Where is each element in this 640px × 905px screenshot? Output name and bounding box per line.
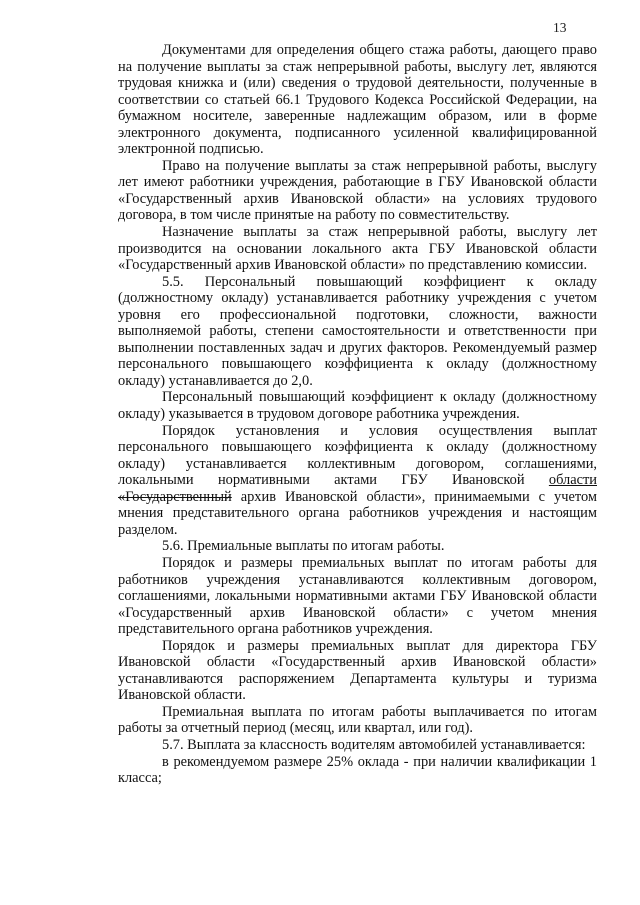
paragraph-coefficient-procedure [118,423,597,539]
coefficient-procedure-text-start: Порядок установления и условия осуществления выплат персонального повышающего коэффициента к окладу (должностному окладу) устанавливается коллективным договором, соглашениями, локальными нормативными актами ГБУ Ивановской [118,422,597,489]
paragraph-premium-director: Порядок и размеры премиальных выплат для директора ГБУ Ивановской области «Государственный архив Ивановской области» устанавливаются распоряжением Департамента культуры и туризма Ивановской области. [118,637,597,704]
paragraph-right-to-payment: Право на получение выплаты за стаж непрерывной работы, выслугу лет имеют работники учреждения, работающие в ГБУ Ивановской области «Государственный архив Ивановской области» на условиях трудового договора, в том числе принятые на работу по совместительству. [118,157,597,224]
paragraph-driver-class-rate: в рекомендуемом размере 25% оклада - при наличии квалификации 1 класса; [118,753,597,787]
paragraph-payment-assignment: Назначение выплаты за стаж непрерывной работы, выслугу лет производится на основании локального акта ГБУ Ивановской области «Государственный архив Ивановской области» по представлению комиссии. [118,224,597,274]
underlined-word: области [548,472,597,489]
document-body [118,42,597,787]
paragraph-premium-period: Премиальная выплата по итогам работы выплачивается по итогам работы за отчетный период (месяц, или квартал, или год). [118,703,597,737]
paragraph-personal-coefficient: Персональный повышающий коэффициент к окладу (должностному окладу) указывается в трудовом договоре работника учреждения. [118,389,597,423]
page-number: 13 [553,20,567,35]
coefficient-procedure-text-end: архив Ивановской области», принимаемыми с учетом мнения представительного органа работников учреждения и настоящим разделом. [118,488,597,538]
paragraph-section-5-6: 5.6. Премиальные выплаты по итогам работы. [162,538,445,555]
paragraph-stazh-documents: Документами для определения общего стажа работы, дающего право на получение выплаты за стаж непрерывной работы, выслугу лет, являются трудовая книжка и (или) сведения о трудовой деятельности, полученные в соответствии со статьей 66.1 Трудового Кодекса Российской Федерации, на бумажном носителе, заверенные надлежащим образом, или в форме электронного документа, подписанного усиленной квалифицированной электронной подписью. [118,42,597,158]
paragraph-section-5-5: 5.5. Персональный повышающий коэффициент к окладу (должностному окладу) устанавливается работнику учреждения с учетом уровня его профессиональной подготовки, сложности, важности выполняемой работы, степени самостоятельности и ответственности при выполнении поставленных задач и других факторов. Рекомендуемый размер персонального повышающего коэффициента к окладу (должностному окладу) устанавливается до 2,0. [118,273,597,389]
paragraph-section-5-7: 5.7. Выплата за классность водителям автомобилей устанавливается: [162,736,586,753]
paragraph-premium-workers: Порядок и размеры премиальных выплат по итогам работы для работников учреждения устанавливаются коллективным договором, соглашениями, локальными нормативными актами ГБУ Ивановской области «Государственный архив Ивановской области» с учетом мнения представительного органа работников учреждения. [118,554,597,638]
struck-word: «Государственный [118,488,232,505]
